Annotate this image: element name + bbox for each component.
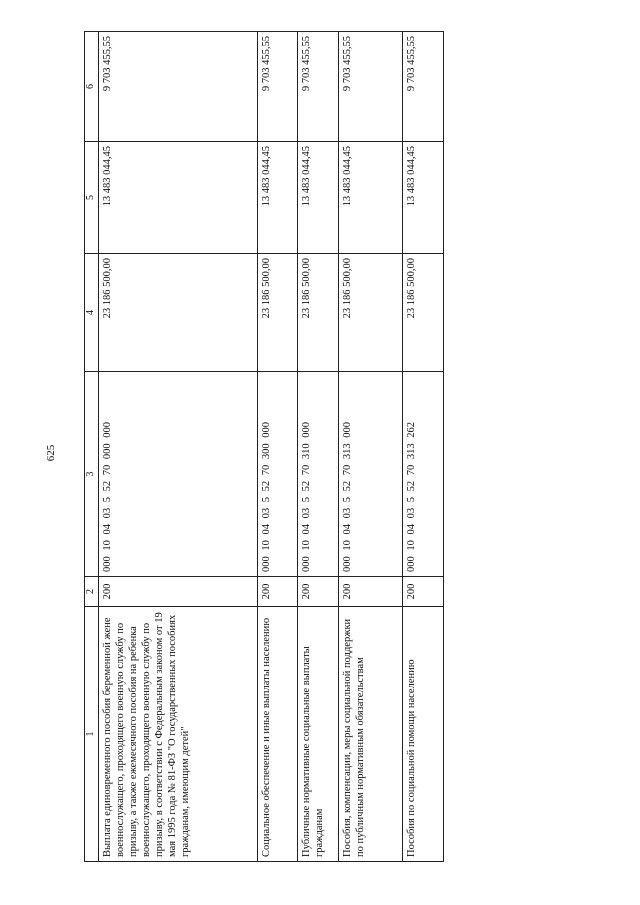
row-col4-value: 23 186 500,00: [403, 254, 444, 372]
rotated-table-container: [84, 32, 444, 862]
row-col6-value: 9 703 455,55: [257, 32, 298, 142]
header-col-4: 4: [85, 254, 99, 372]
row-classification-code: 000 10 04 03 5 52 70 300 000: [257, 372, 298, 577]
row-col6-value: 9 703 455,55: [298, 32, 339, 142]
header-col-2: 2: [85, 577, 99, 607]
header-col-3: 3: [85, 372, 99, 577]
row-name: Выплата единовременного пособия беременной жене военнослужащего, проходящего военную службу по призыву, а также ежемесячного пособия на ребенка военнослужащего, проходящего военную службу по призыву, в соответствии с Федеральным законом от 19 мая 1995 года № 81-ФЗ "О государственных пособиях гражданам, имеющим детей": [98, 607, 257, 862]
row-col4-value: 23 186 500,00: [257, 254, 298, 372]
row-col6-value: 9 703 455,55: [338, 32, 403, 142]
row-classification-code: 000 10 04 03 5 52 70 313 000: [338, 372, 403, 577]
budget-table: [84, 31, 444, 862]
row-admin-code: 200: [298, 577, 339, 607]
table-row: [403, 32, 444, 862]
row-col5-value: 13 483 044,45: [403, 142, 444, 254]
row-admin-code: 200: [403, 577, 444, 607]
row-admin-code: 200: [98, 577, 257, 607]
row-name: Публичные нормативные социальные выплаты гражданам: [298, 607, 339, 862]
row-classification-code: 000 10 04 03 5 52 70 000 000: [98, 372, 257, 577]
row-admin-code: 200: [257, 577, 298, 607]
header-col-5: 5: [85, 142, 99, 254]
row-col5-value: 13 483 044,45: [298, 142, 339, 254]
row-name: Пособия по социальной помощи населению: [403, 607, 444, 862]
header-col-6: 6: [85, 32, 99, 142]
row-col4-value: 23 186 500,00: [338, 254, 403, 372]
row-col5-value: 13 483 044,45: [338, 142, 403, 254]
row-col6-value: 9 703 455,55: [403, 32, 444, 142]
row-admin-code: 200: [338, 577, 403, 607]
page-number: 625: [45, 444, 57, 462]
row-col4-value: 23 186 500,00: [298, 254, 339, 372]
table-row: [298, 32, 339, 862]
row-col4-value: 23 186 500,00: [98, 254, 257, 372]
table-header-row: [85, 32, 99, 862]
table-row: [338, 32, 403, 862]
row-name: Социальное обеспечение и иные выплаты населению: [257, 607, 298, 862]
row-col5-value: 13 483 044,45: [257, 142, 298, 254]
table-row: [257, 32, 298, 862]
row-name: Пособия, компенсации, меры социальной поддержки по публичным нормативным обязательствам: [338, 607, 403, 862]
header-col-1: 1: [85, 607, 99, 862]
row-col6-value: 9 703 455,55: [98, 32, 257, 142]
table-row: [98, 32, 257, 862]
row-col5-value: 13 483 044,45: [98, 142, 257, 254]
row-classification-code: 000 10 04 03 5 52 70 313 262: [403, 372, 444, 577]
row-classification-code: 000 10 04 03 5 52 70 310 000: [298, 372, 339, 577]
